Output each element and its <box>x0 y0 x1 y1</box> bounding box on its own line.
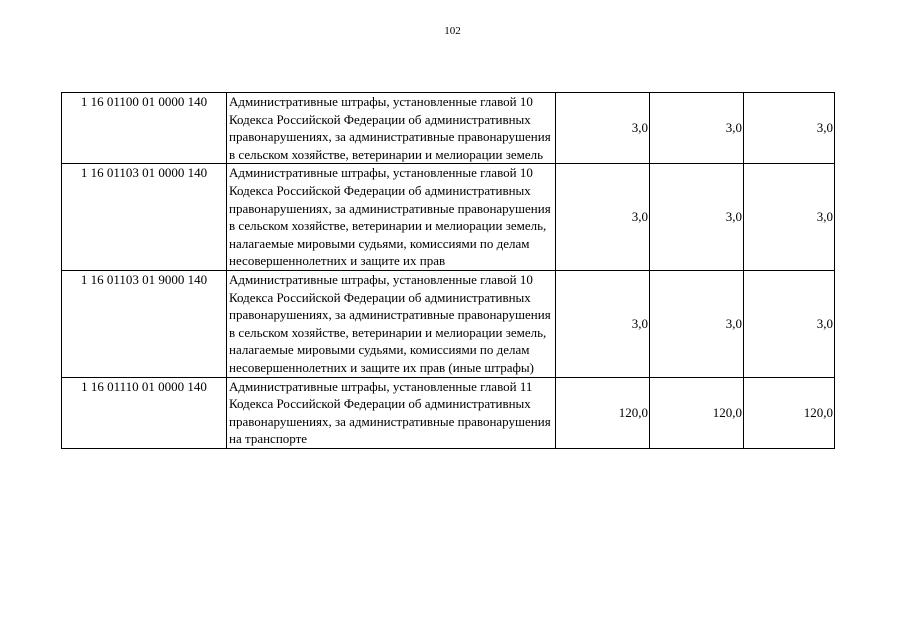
value-column-1: 3,0 <box>556 270 650 377</box>
value-column-2: 3,0 <box>650 93 744 164</box>
budget-code: 1 16 01100 01 0000 140 <box>62 93 227 164</box>
table-row <box>62 164 835 271</box>
value-column-3: 3,0 <box>744 164 835 271</box>
row-description: Административные штрафы, установленные главой 10 Кодекса Российской Федерации об административных правонарушениях, за административные правонарушения в сельском хозяйстве, ветеринарии и мелиорации земель, налагаемые мировыми судьями, комиссиями по делам несовершеннолетних и защите их прав <box>227 164 556 271</box>
value-column-2: 120,0 <box>650 377 744 448</box>
budget-code: 1 16 01110 01 0000 140 <box>62 377 227 448</box>
budget-code: 1 16 01103 01 9000 140 <box>62 270 227 377</box>
value-column-3: 120,0 <box>744 377 835 448</box>
row-description: Административные штрафы, установленные главой 11 Кодекса Российской Федерации об административных правонарушениях, за административные правонарушения на транспорте <box>227 377 556 448</box>
value-column-3: 3,0 <box>744 270 835 377</box>
value-column-3: 3,0 <box>744 93 835 164</box>
page-number: 102 <box>444 25 461 37</box>
value-column-1: 3,0 <box>556 93 650 164</box>
value-column-1: 3,0 <box>556 164 650 271</box>
table-row <box>62 377 835 448</box>
budget-code: 1 16 01103 01 0000 140 <box>62 164 227 271</box>
value-column-1: 120,0 <box>556 377 650 448</box>
value-column-2: 3,0 <box>650 270 744 377</box>
table-row <box>62 270 835 377</box>
table-row <box>62 93 835 164</box>
value-column-2: 3,0 <box>650 164 744 271</box>
row-description: Административные штрафы, установленные главой 10 Кодекса Российской Федерации об административных правонарушениях, за административные правонарушения в сельском хозяйстве, ветеринарии и мелиорации земель, налагаемые мировыми судьями, комиссиями по делам несовершеннолетних и защите их прав (иные штрафы) <box>227 270 556 377</box>
budget-table <box>61 92 835 449</box>
row-description: Административные штрафы, установленные главой 10 Кодекса Российской Федерации об административных правонарушениях, за административные правонарушения в сельском хозяйстве, ветеринарии и мелиорации земель <box>227 93 556 164</box>
